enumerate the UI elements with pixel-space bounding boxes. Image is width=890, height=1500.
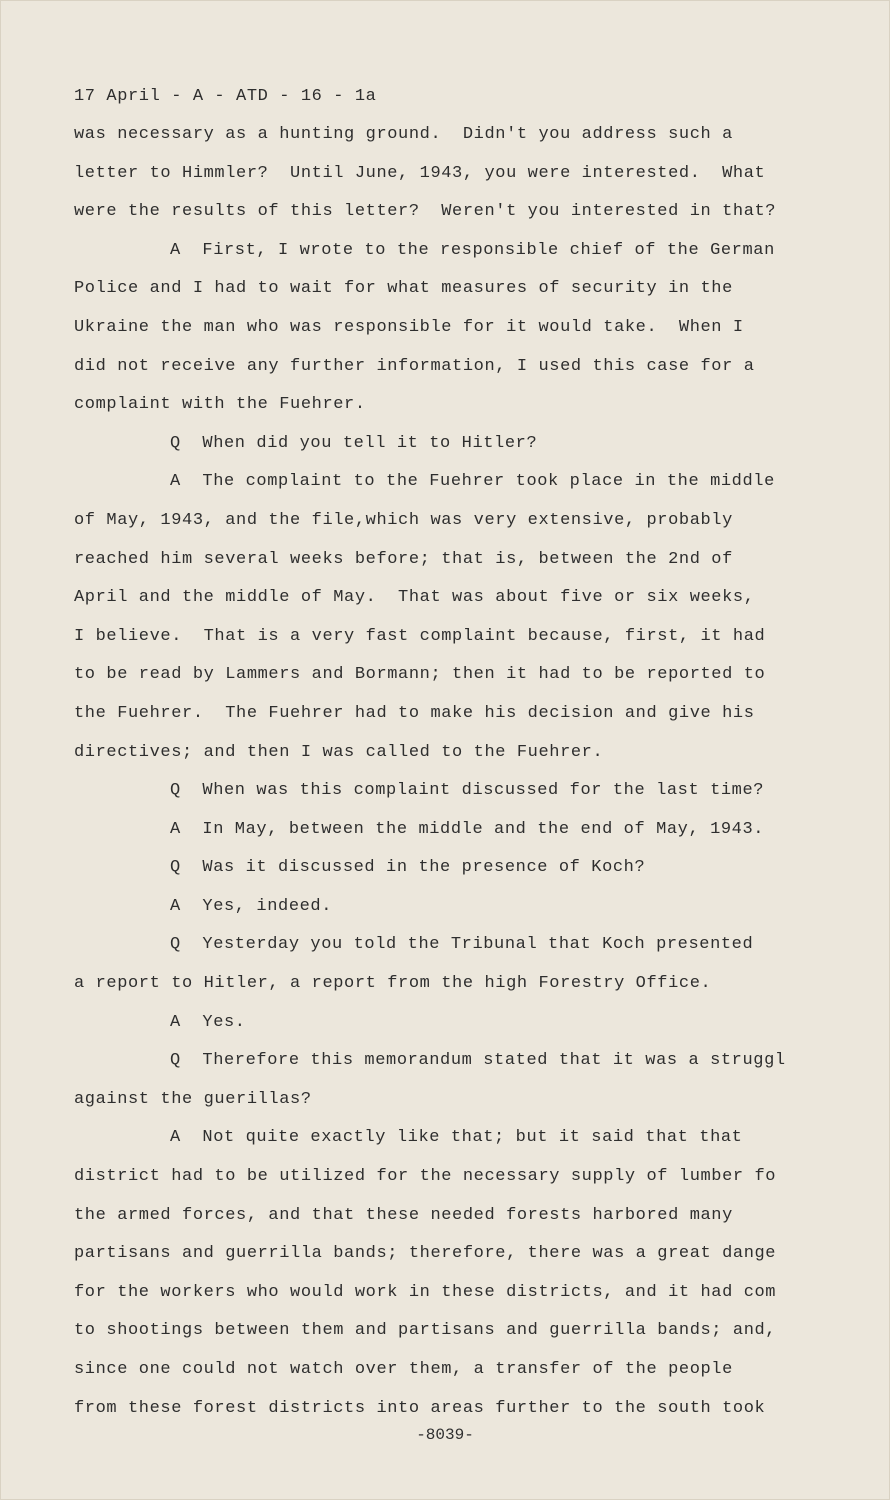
answer-line: A Yes.: [170, 1012, 246, 1032]
answer-line: A In May, between the middle and the end of May, 1943.: [170, 819, 765, 839]
text-line: did not receive any further information, I used this case for a: [74, 356, 755, 376]
answer-line: A The complaint to the Fuehrer took place in the middle: [170, 472, 775, 492]
text-line: Ukraine the man who was responsible for it would take. When I: [74, 317, 744, 337]
question-line: Q Therefore this memorandum stated that it was a struggl: [170, 1051, 786, 1071]
question-line: Q Yesterday you told the Tribunal that Koch presented: [170, 935, 754, 955]
text-line: I believe. That is a very fast complaint because, first, it had: [74, 626, 766, 646]
text-line: were the results of this letter? Weren't you interested in that?: [74, 202, 777, 222]
answer-line: A Yes, indeed.: [170, 896, 333, 916]
text-line: complaint with the Fuehrer.: [74, 395, 366, 415]
text-line: was necessary as a hunting ground. Didn't you address such a: [74, 125, 733, 144]
text-line: letter to Himmler? Until June, 1943, you were interested. What: [74, 163, 766, 183]
text-line: against the guerillas?: [74, 1089, 312, 1109]
text-line: of May, 1943, and the file,which was very extensive, probably: [74, 510, 733, 530]
text-line: to be read by Lammers and Bormann; then it had to be reported to: [74, 665, 766, 685]
text-line: district had to be utilized for the necessary supply of lumber fo: [74, 1167, 777, 1187]
answer-line: A First, I wrote to the responsible chief of the German: [170, 240, 775, 260]
question-line: Q When did you tell it to Hitler?: [170, 433, 538, 453]
text-line: to shootings between them and partisans and guerrilla bands; and,: [74, 1321, 777, 1341]
text-line: April and the middle of May. That was about five or six weeks,: [74, 588, 755, 608]
text-line: Police and I had to wait for what measures of security in the: [74, 279, 733, 299]
text-line: reached him several weeks before; that is, between the 2nd of: [74, 549, 733, 569]
text-line: the Fuehrer. The Fuehrer had to make his decision and give his: [74, 703, 755, 723]
page-number: -8039-: [416, 1426, 474, 1444]
question-line: Q When was this complaint discussed for the last time?: [170, 781, 765, 801]
answer-line: A Not quite exactly like that; but it said that that: [170, 1128, 743, 1148]
text-line: a report to Hitler, a report from the high Forestry Office.: [74, 974, 712, 994]
text-line: from these forest districts into areas further to the south took: [74, 1398, 766, 1418]
text-line: partisans and guerrilla bands; therefore, there was a great dange: [74, 1244, 777, 1264]
document-header: 17 April - A - ATD - 16 - 1a: [74, 87, 377, 106]
text-line: for the workers who would work in these districts, and it had com: [74, 1282, 777, 1302]
question-line: Q Was it discussed in the presence of Koch?: [170, 858, 646, 878]
text-line: the armed forces, and that these needed forests harbored many: [74, 1205, 733, 1225]
text-line: directives; and then I was called to the Fuehrer.: [74, 742, 604, 762]
text-line: since one could not watch over them, a transfer of the people: [74, 1360, 733, 1379]
transcript-text-block: [74, 78, 834, 1428]
